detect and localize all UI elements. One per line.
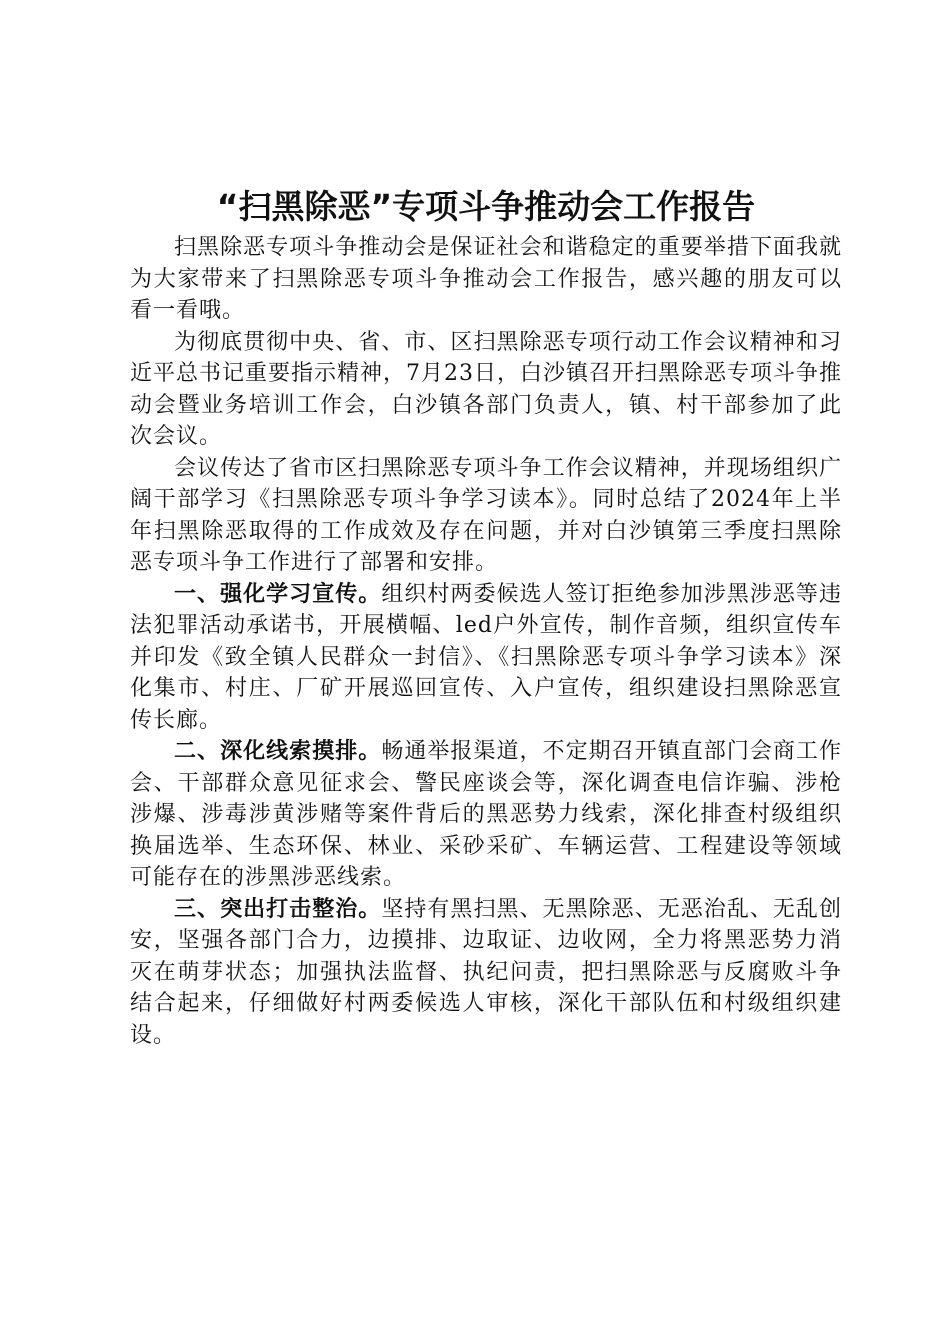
paragraph-text: 扫黑除恶专项斗争推动会是保证社会和谐稳定的重要举措下面我就为大家带来了扫黑除恶专项斗争推动会工作报告，感兴趣的朋友可以看一看哦。 [130, 235, 842, 323]
section-heading: 二、深化线索摸排。 [174, 739, 382, 764]
paragraph-text: 会议传达了省市区扫黑除恶专项斗争工作会议精神，并现场组织广阔干部学习《扫黑除恶专项斗争学习读本》。同时总结了2024年上半年扫黑除恶取得的工作成效及存在问题，并对白沙镇第三季度扫黑除恶专项斗争工作进行了部署和安排。 [130, 455, 842, 575]
paragraph-section-1 [130, 579, 842, 737]
paragraph-text: 为彻底贯彻中央、省、市、区扫黑除恶专项行动工作会议精神和习近平总书记重要指示精神，7月23日，白沙镇召开扫黑除恶专项斗争推动会暨业务培训工作会，白沙镇各部门负责人，镇、村干部参加了此次会议。 [130, 329, 842, 449]
document-page [130, 182, 842, 1051]
section-heading: 一、强化学习宣传。 [174, 581, 382, 607]
section-heading: 三、突出打击整治。 [174, 896, 382, 922]
paragraph-meeting-summary [130, 453, 842, 579]
paragraph-text: 坚持有黑扫黑、无黑除恶、无恶治乱、无乱创安，坚强各部门合力，边摸排、边取证、边收网，全力将黑恶势力消灭在萌芽状态；加强执法监督、执纪问责，把扫黑除恶与反腐败斗争结合起来，仔细做好村两委候选人审核，深化干部队伍和村级组织建设。 [130, 896, 842, 1048]
paragraph-section-3 [130, 894, 842, 1052]
paragraph-intro [130, 232, 842, 327]
document-title: “扫黑除恶”专项斗争推动会工作报告 [216, 187, 756, 226]
paragraph-background [130, 327, 842, 453]
paragraph-text: 组织村两委候选人签订拒绝参加涉黑涉恶等违法犯罪活动承诺书，开展横幅、led户外宣传，制作音频，组织宣传车并印发《致全镇人民群众一封信》、《扫黑除恶专项斗争学习读本》深化集市、村庄、厂矿开展巡回宣传、入户宣传，组织建设扫黑除恶宣传长廊。 [130, 581, 842, 733]
paragraph-text: 畅通举报渠道，不定期召开镇直部门会商工作会、干部群众意见征求会、警民座谈会等，深化调查电信诈骗、涉枪涉爆、涉毒涉黄涉赌等案件背后的黑恶势力线索，深化排查村级组织换届选举、生态环保、林业、采砂采矿、车辆运营、工程建设等领域可能存在的涉黑涉恶线索。 [130, 739, 842, 890]
paragraph-section-2 [130, 736, 842, 894]
